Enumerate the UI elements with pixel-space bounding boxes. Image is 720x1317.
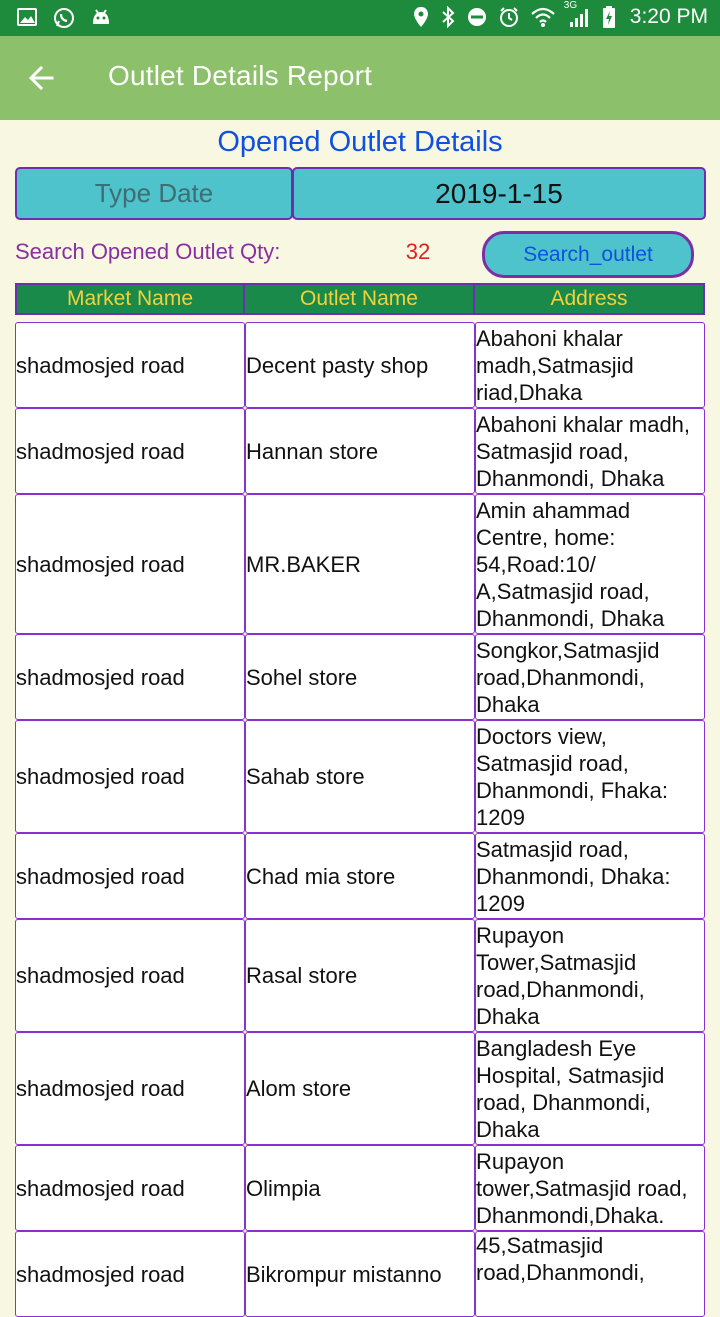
table-row[interactable] xyxy=(15,1032,705,1145)
outlet-name-cell: Chad mia store xyxy=(245,833,475,919)
address-cell: Rupayon Tower,Satmasjid road,Dhanmondi, Dhaka xyxy=(475,919,705,1032)
outlet-name-cell: Rasal store xyxy=(245,919,475,1032)
market-name-cell: shadmosjed road xyxy=(15,1145,245,1231)
table-row[interactable] xyxy=(15,720,705,833)
address-cell: Abahoni khalar madh,Satmasjid riad,Dhaka xyxy=(475,322,705,408)
table-row[interactable] xyxy=(15,494,705,634)
outlet-table xyxy=(15,322,705,1317)
outlet-name-cell: MR.BAKER xyxy=(245,494,475,634)
table-row[interactable] xyxy=(15,634,705,720)
do-not-disturb-icon xyxy=(466,6,488,28)
outlet-name-cell: Sohel store xyxy=(245,634,475,720)
table-row[interactable] xyxy=(15,408,705,494)
market-name-cell: shadmosjed road xyxy=(15,833,245,919)
market-name-cell: shadmosjed road xyxy=(15,1231,245,1317)
market-name-cell: shadmosjed road xyxy=(15,408,245,494)
address-cell: Amin ahammad Centre, home: 54,Road:10/ A,Satmasjid road, Dhanmondi, Dhaka xyxy=(475,494,705,634)
table-row[interactable] xyxy=(15,1231,705,1317)
market-name-cell: shadmosjed road xyxy=(15,1032,245,1145)
table-row[interactable] xyxy=(15,833,705,919)
outlet-name-cell: Hannan store xyxy=(245,408,475,494)
address-cell: Abahoni khalar madh, Satmasjid road, Dhanmondi, Dhaka xyxy=(475,408,705,494)
signal-3g-icon xyxy=(563,0,592,29)
wifi-icon xyxy=(530,6,556,28)
opened-outlet-qty-value: 32 xyxy=(405,239,431,264)
status-time: 3:20 PM xyxy=(629,5,708,28)
outlet-name-cell: Bikrompur mistanno xyxy=(245,1231,475,1317)
table-row[interactable] xyxy=(15,919,705,1032)
network-type-label: 3G xyxy=(563,0,578,11)
app-bar xyxy=(0,36,720,120)
table-row[interactable] xyxy=(15,322,705,408)
address-cell: 45,Satmasjid road,Dhanmondi, xyxy=(475,1231,705,1317)
opened-outlet-qty-label: Search Opened Outlet Qty: xyxy=(15,239,281,264)
market-name-cell: shadmosjed road xyxy=(15,322,245,408)
back-arrow-icon[interactable] xyxy=(26,62,58,94)
status-bar xyxy=(0,0,720,36)
market-name-cell: shadmosjed road xyxy=(15,494,245,634)
table-row[interactable] xyxy=(15,1145,705,1231)
date-field[interactable]: 2019-1-15 xyxy=(292,167,706,220)
market-name-cell: shadmosjed road xyxy=(15,634,245,720)
outlet-name-cell: Sahab store xyxy=(245,720,475,833)
header-market-name: Market Name xyxy=(15,283,245,315)
android-icon xyxy=(90,6,112,30)
battery-charging-icon xyxy=(602,5,616,29)
header-address: Address xyxy=(475,283,705,315)
address-cell: Bangladesh Eye Hospital, Satmasjid road, Dhanmondi, Dhaka xyxy=(475,1032,705,1145)
image-icon xyxy=(16,6,38,30)
bluetooth-icon xyxy=(440,6,456,28)
alarm-icon xyxy=(498,6,520,28)
outlet-name-cell: Alom store xyxy=(245,1032,475,1145)
address-cell: Satmasjid road, Dhanmondi, Dhaka: 1209 xyxy=(475,833,705,919)
page-title: Outlet Details Report xyxy=(108,60,373,91)
type-date-button[interactable]: Type Date xyxy=(15,167,293,220)
outlet-name-cell: Decent pasty shop xyxy=(245,322,475,408)
location-icon xyxy=(412,6,430,28)
header-outlet-name: Outlet Name xyxy=(245,283,475,315)
whatsapp-icon xyxy=(52,6,76,30)
market-name-cell: shadmosjed road xyxy=(15,919,245,1032)
outlet-name-cell: Olimpia xyxy=(245,1145,475,1231)
search-outlet-button[interactable]: Search_outlet xyxy=(482,231,694,278)
address-cell: Doctors view, Satmasjid road, Dhanmondi, Fhaka: 1209 xyxy=(475,720,705,833)
address-cell: Rupayon tower,Satmasjid road, Dhanmondi,Dhaka. xyxy=(475,1145,705,1231)
section-title: Opened Outlet Details xyxy=(217,126,503,158)
table-header xyxy=(15,283,705,315)
market-name-cell: shadmosjed road xyxy=(15,720,245,833)
address-cell: Songkor,Satmasjid road,Dhanmondi, Dhaka xyxy=(475,634,705,720)
